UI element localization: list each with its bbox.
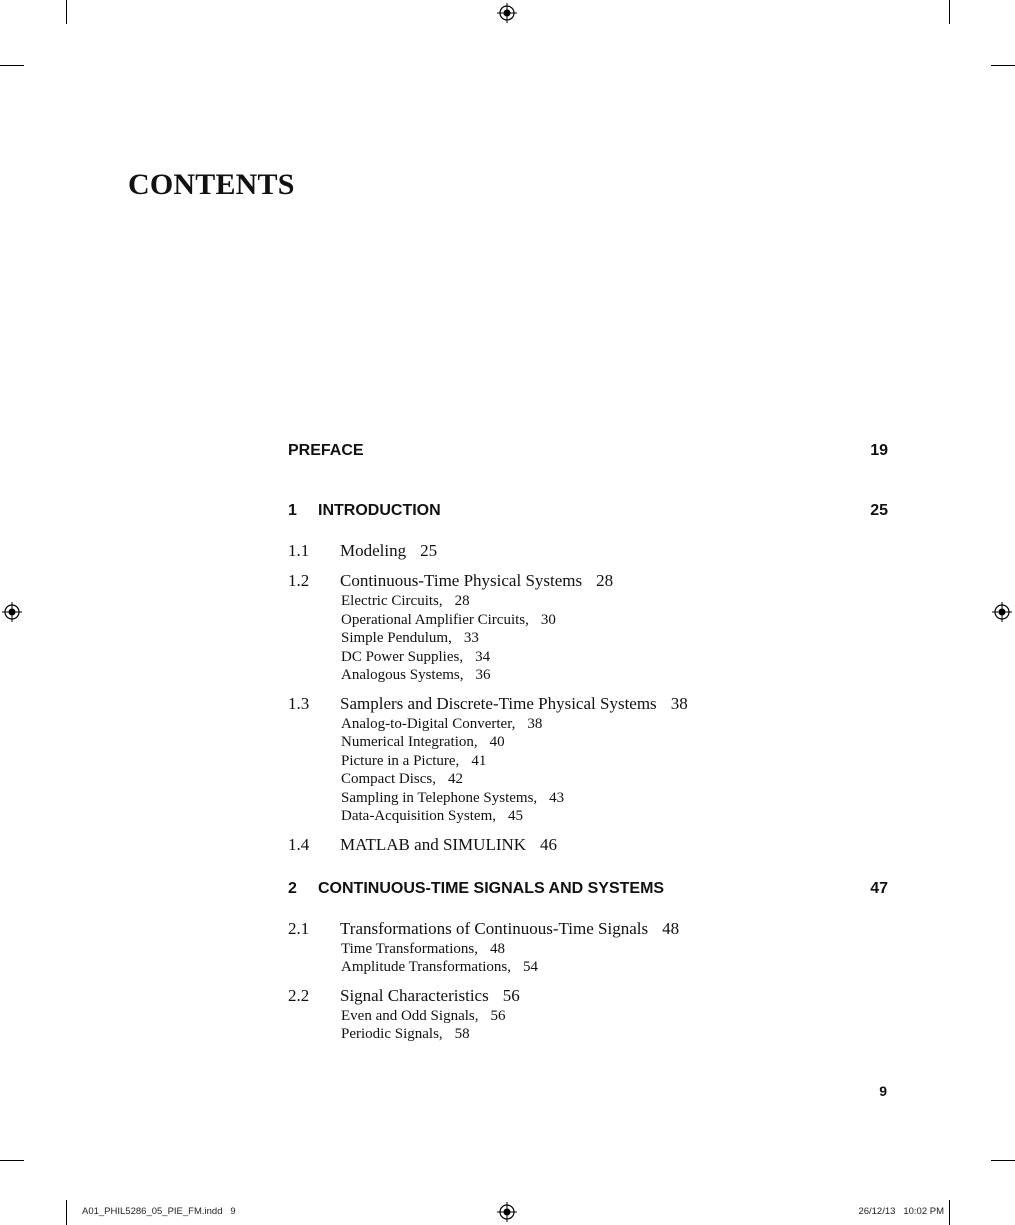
subsection-title: Time Transformations, — [341, 940, 478, 957]
chapter-number: 2 — [288, 879, 297, 897]
section-title: Modeling — [340, 541, 407, 560]
subsection-title: Picture in a Picture, — [341, 752, 460, 769]
chapter-title: CONTINUOUS-TIME SIGNALS AND SYSTEMS — [318, 879, 665, 897]
subsection-page: 54 — [523, 959, 539, 975]
slug-timestamp: 26/12/13 10:02 PM — [858, 1206, 944, 1217]
toc-subsection[interactable] — [288, 611, 888, 630]
toc-section[interactable] — [288, 985, 888, 1007]
subsection-page: 38 — [527, 715, 543, 732]
registration-mark-icon — [497, 3, 517, 23]
subsection-title: Analogous Systems, — [341, 667, 464, 683]
toc-chapter[interactable] — [288, 500, 888, 522]
subsection-title: Compact Discs, — [341, 771, 436, 787]
section-page: 48 — [662, 918, 680, 938]
toc-section[interactable] — [288, 834, 888, 856]
page-number: 9 — [879, 1083, 887, 1099]
crop-mark — [0, 1160, 24, 1161]
chapter-page: 47 — [870, 879, 888, 897]
section-number: 2.2 — [288, 985, 310, 1005]
registration-mark-icon — [497, 1202, 517, 1222]
subsection-page: 40 — [489, 734, 505, 750]
page-title: CONTENTS — [128, 168, 295, 201]
crop-mark — [949, 0, 950, 24]
subsection-page: 30 — [540, 611, 556, 628]
crop-mark — [949, 1200, 950, 1225]
section-page: 25 — [420, 541, 438, 560]
subsection-title: Operational Amplifier Circuits, — [341, 611, 529, 628]
subsection-title: Sampling in Telephone Systems, — [341, 789, 538, 806]
toc-chapter[interactable] — [288, 878, 888, 900]
subsection-page: 41 — [471, 752, 487, 769]
section-page: 46 — [540, 834, 558, 854]
subsection-page: 33 — [463, 630, 479, 646]
subsection-page: 56 — [490, 1007, 506, 1024]
registration-mark-icon — [2, 602, 22, 622]
section-title: Continuous-Time Physical Systems — [340, 571, 583, 590]
section-number: 1.1 — [288, 541, 310, 560]
subsection-page: 58 — [454, 1026, 470, 1042]
chapter-number: 1 — [288, 502, 297, 519]
subsection-title: Numerical Integration, — [341, 734, 478, 750]
toc-subsection[interactable] — [288, 958, 888, 977]
subsection-title: Data-Acquisition System, — [341, 808, 496, 824]
subsection-title: Even and Odd Signals, — [341, 1007, 479, 1024]
toc-section[interactable] — [288, 570, 888, 592]
subsection-page: 28 — [454, 593, 470, 609]
section-title: Samplers and Discrete-Time Physical Systems — [340, 693, 657, 713]
toc-subsection[interactable] — [288, 733, 888, 752]
subsection-page: 36 — [475, 667, 491, 683]
toc-subsection[interactable] — [288, 807, 888, 826]
section-number: 1.3 — [288, 693, 310, 713]
subsection-page: 48 — [489, 940, 505, 957]
section-number: 1.2 — [288, 571, 310, 590]
crop-mark — [991, 1160, 1015, 1161]
toc-preface[interactable] — [288, 440, 888, 462]
subsection-page: 43 — [549, 789, 565, 806]
section-number: 1.4 — [288, 834, 310, 854]
section-page: 38 — [670, 693, 688, 713]
chapter-title: INTRODUCTION — [318, 502, 441, 519]
section-page: 28 — [596, 571, 614, 590]
toc-subsection[interactable] — [288, 940, 888, 959]
section-page: 56 — [502, 985, 520, 1005]
toc-section[interactable] — [288, 693, 888, 715]
crop-mark — [66, 1200, 67, 1225]
subsection-page: 34 — [475, 648, 491, 665]
subsection-page: 42 — [448, 771, 463, 787]
section-title: Transformations of Continuous-Time Signals — [340, 918, 649, 938]
toc-subsection[interactable] — [288, 666, 888, 685]
subsection-title: DC Power Supplies, — [341, 648, 464, 665]
chapter-page: 25 — [870, 502, 888, 519]
slug-filename: A01_PHIL5286_05_PIE_FM.indd 9 — [82, 1206, 236, 1217]
toc-subsection[interactable] — [288, 715, 888, 734]
toc-subsection[interactable] — [288, 629, 888, 648]
subsection-title: Analog-to-Digital Converter, — [341, 715, 516, 732]
preface-page: 19 — [870, 442, 888, 459]
toc-subsection[interactable] — [288, 1025, 888, 1044]
section-title: MATLAB and SIMULINK — [340, 834, 527, 854]
subsection-page: 45 — [507, 808, 523, 824]
preface-label: PREFACE — [288, 442, 364, 459]
crop-mark — [991, 65, 1015, 66]
toc-subsection[interactable] — [288, 592, 888, 611]
toc-subsection[interactable] — [288, 752, 888, 771]
section-title: Signal Characteristics — [340, 985, 489, 1005]
subsection-title: Amplitude Transformations, — [341, 959, 512, 975]
toc-section[interactable] — [288, 540, 888, 562]
toc-section[interactable] — [288, 918, 888, 940]
crop-mark — [66, 0, 67, 24]
toc-subsection[interactable] — [288, 1007, 888, 1026]
toc-subsection[interactable] — [288, 770, 888, 789]
subsection-title: Electric Circuits, — [341, 593, 443, 609]
section-number: 2.1 — [288, 918, 310, 938]
registration-mark-icon — [992, 602, 1012, 622]
subsection-title: Periodic Signals, — [341, 1026, 443, 1042]
table-of-contents — [288, 440, 888, 1044]
toc-subsection[interactable] — [288, 789, 888, 808]
crop-mark — [0, 65, 24, 66]
subsection-title: Simple Pendulum, — [341, 630, 452, 646]
toc-subsection[interactable] — [288, 648, 888, 667]
